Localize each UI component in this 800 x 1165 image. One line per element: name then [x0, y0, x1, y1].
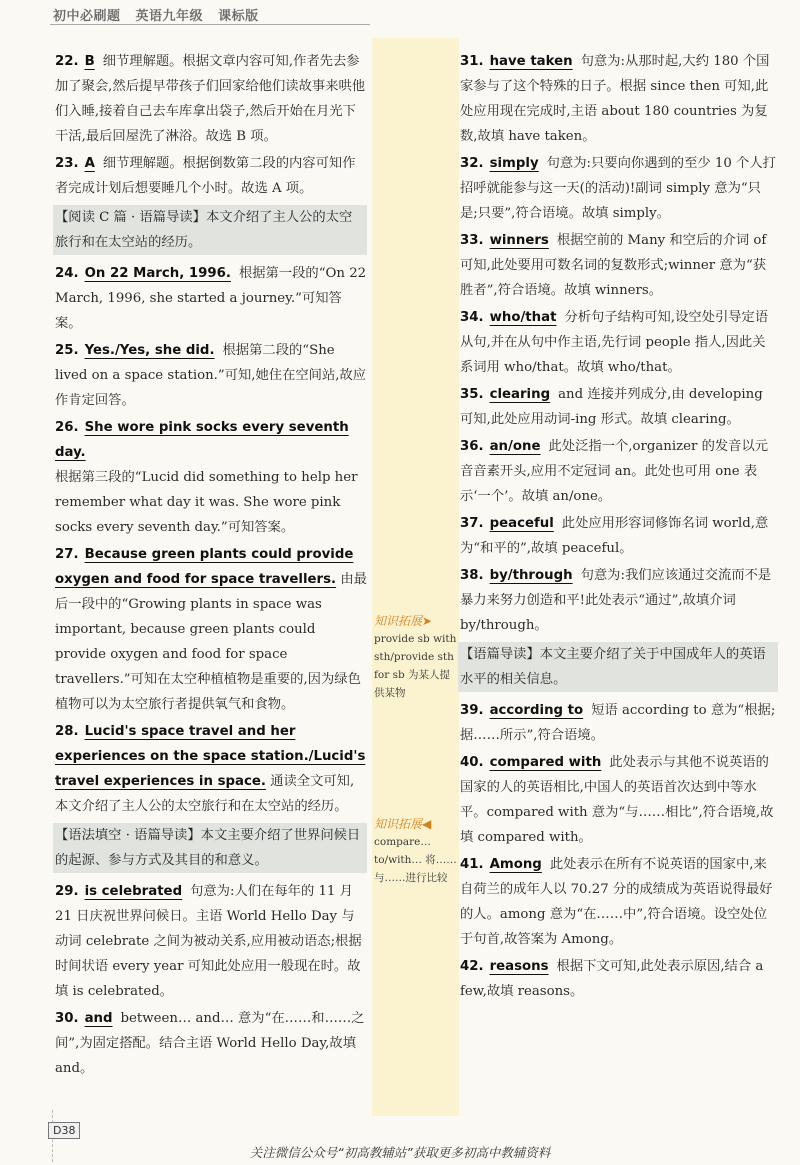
answer-28: 28. Lucid's space travel and her experiences on the space station./Lucid's travel experiences in space. 通读全文可知,本文介绍了主人公的太空旅行和在太空站的经历。	[55, 724, 366, 814]
footer-promo: 关注微信公众号“初高教辅站”获取更多初高中教辅资料	[249, 1145, 551, 1160]
arrow-right-icon: ➤	[422, 614, 433, 628]
answer-42: 42. reasons 根据下文可知,此处表示原因,结合 a few,故填 reasons。	[460, 959, 764, 999]
note-text: compare… to/with… 将……与……进行比较	[374, 836, 457, 884]
explanation: 根据空前的 Many 和空后的介词 of 可知,此处要用可数名词的复数形式;winner 意为“获胜者”,符合语境。故填 winners。	[460, 233, 767, 298]
answer-29: 29. is celebrated 句意为:人们在每年的 11 月 21 日庆祝世界问候日。主语 World Hello Day 与动词 celebrate 之间为被动关系,应用被动语态;根据时间状语 every year 可知此处应用一般现在时。故填 is celebrated。	[55, 884, 362, 999]
answer-key: is celebrated	[84, 884, 183, 899]
section-tag: 【语法填空 · 语篇导读】	[55, 828, 201, 843]
note-text: provide sb with sth/provide sth for sb 为某人提供某物	[374, 633, 457, 699]
answer-key: A	[84, 156, 95, 171]
answer-key: winners	[489, 233, 549, 248]
explanation: 句意为:只要向你遇到的至少 10 个人打招呼就能参与这一天(的活动)!副词 simply 意为“只是;只要”,符合语境。故填 simply。	[460, 156, 776, 221]
explanation: 短语 according to 意为“根据;据……所示”,符合语境。	[460, 703, 776, 743]
explanation: 句意为:从那时起,大约 180 个国家参与了这个特殊的日子。根据 since then 可知,此处应用现在完成时,主语 about 180 countries 为复数,故填 have taken。	[460, 54, 770, 144]
note-title: 知识拓展➤	[374, 614, 433, 628]
answer-key: clearing	[489, 387, 551, 402]
answer-32: 32. simply 句意为:只要向你遇到的至少 10 个人打招呼就能参与这一天(的活动)!副词 simply 意为“只是;只要”,符合语境。故填 simply。	[460, 156, 776, 221]
explanation: 分析句子结构可知,设空处引导定语从句,并在从句中作主语,先行词 people 指人,因此关系词用 who/that。故填 who/that。	[460, 310, 769, 375]
section-guide-grammar	[53, 823, 367, 873]
explanation: 句意为:我们应该通过交流而不是暴力来努力创造和平!此处表示“通过”,故填介词 by/through。	[460, 568, 772, 633]
explanation: 此处应用形容词修饰名词 world,意为“和平的”,故填 peaceful。	[460, 516, 769, 556]
explanation: 细节理解题。根据倒数第二段的内容可知作者完成计划后想要睡几个小时。故选 A 项。	[55, 156, 356, 196]
explanation: 此处泛指一个,organizer 的发音以元音音素开头,应用不定冠词 an。此处也可用 one 表示‘一个’。故填 an/one。	[460, 439, 769, 504]
answer-22: 22. B 细节理解题。根据文章内容可知,作者先去参加了聚会,然后提早带孩子们回家给他们读故事来哄他们入睡,接着自己去车库拿出袋子,然后开始在月光下干活,最后回屋洗了淋浴。故选 B 项。	[55, 54, 366, 144]
book-title: 初中必刷题	[53, 9, 121, 24]
answer-key: Because green plants could provide oxygen and food for space travellers.	[55, 547, 354, 587]
explanation: between… and… 意为“在……和……之间”,为固定搭配。结合主语 World Hello Day,故填 and。	[55, 1011, 365, 1076]
explanation: 根据第一段的“On 22 March, 1996, she started a journey.”可知答案。	[55, 266, 367, 331]
page-number: D38	[48, 1122, 80, 1139]
answer-24: 24. On 22 March, 1996. 根据第一段的“On 22 March, 1996, she started a journey.”可知答案。	[55, 266, 367, 331]
answer-key: Lucid's space travel and her experiences on the space station./Lucid's travel experiences in space.	[55, 724, 366, 789]
answer-key: have taken	[489, 54, 573, 69]
answer-25: 25. Yes./Yes, she did. 根据第二段的“She lived on a space station.”可知,她住在空间站,故应作肯定回答。	[55, 343, 367, 408]
knowledge-note-compare	[374, 815, 458, 887]
explanation: 此处表示与其他不说英语的国家的人的英语相比,中国人的英语首次达到中等水平。compared with 意为“与……相比”,符合语境,故填 compared with。	[460, 755, 774, 845]
margin-note-strip	[372, 38, 459, 1116]
answer-key: who/that	[489, 310, 557, 325]
answer-key: according to	[489, 703, 584, 718]
page-header	[53, 5, 269, 24]
right-column	[460, 49, 778, 1006]
explanation: 通读全文可知,本文介绍了主人公的太空旅行和在太空站的经历。	[55, 774, 355, 814]
explanation: 根据第三段的“Lucid did something to help her remember what day it was. She wore pink socks every seventh day.”可知答案。	[55, 470, 358, 535]
explanation: 根据第二段的“She lived on a space station.”可知,她住在空间站,故应作肯定回答。	[55, 343, 367, 408]
answer-31: 31. have taken 句意为:从那时起,大约 180 个国家参与了这个特殊的日子。根据 since then 可知,此处应用现在完成时,主语 about 180 countries 为复数,故填 have taken。	[460, 54, 770, 144]
answer-key: an/one	[489, 439, 541, 454]
explanation: 根据下文可知,此处表示原因,结合 a few,故填 reasons。	[460, 959, 764, 999]
left-column	[55, 49, 367, 1083]
answer-key: compared with	[489, 755, 602, 770]
answer-34: 34. who/that 分析句子结构可知,设空处引导定语从句,并在从句中作主语,先行词 people 指人,因此关系词用 who/that。故填 who/that。	[460, 310, 769, 375]
answer-key: B	[84, 54, 95, 69]
answer-key: and	[84, 1011, 113, 1026]
answer-33: 33. winners 根据空前的 Many 和空后的介词 of 可知,此处要用可数名词的复数形式;winner 意为“获胜者”,符合语境。故填 winners。	[460, 233, 767, 298]
answer-35: 35. clearing and 连接并列成分,由 developing 可知,此处应用动词-ing 形式。故填 clearing。	[460, 387, 763, 427]
explanation: 此处表示在所有不说英语的国家中,来自荷兰的成年人以 70.27 分的成绩成为英语说得最好的人。among 意为“在……中”,符合语境。设空处位于句首,故答案为 Among。	[460, 857, 773, 947]
section-text: 本文主要介绍了关于中国成年人的英语水平的相关信息。	[460, 647, 766, 687]
answer-key: Yes./Yes, she did.	[84, 343, 215, 358]
answer-key: reasons	[489, 959, 549, 974]
answer-key: by/through	[489, 568, 573, 583]
section-text: 本文介绍了主人公的太空旅行和在太空站的经历。	[55, 210, 353, 250]
note-title: 知识拓展◀	[374, 817, 432, 831]
answer-30: 30. and between… and… 意为“在……和……之间”,为固定搭配。结合主语 World Hello Day,故填 and。	[55, 1011, 365, 1076]
section-text: 本文主要介绍了世界问候日的起源、参与方式及其目的和意义。	[55, 828, 361, 868]
explanation: 由最后一段中的“Growing plants in space was important, because green plants could provide oxygen and food for space travellers.”可知在太空种植植物是重要的,因为绿色植物可以为太空旅行者提供氧气和食物。	[55, 572, 367, 712]
arrow-left-icon: ◀	[422, 817, 432, 831]
section-guide-reading-c	[53, 205, 367, 255]
section-guide-reading	[458, 642, 778, 692]
answer-41: 41. Among 此处表示在所有不说英语的国家中,来自荷兰的成年人以 70.27 分的成绩成为英语说得最好的人。among 意为“在……中”,符合语境。设空处位于句首,故答案为 Among。	[460, 857, 773, 947]
answer-27: 27. Because green plants could provide oxygen and food for space travellers. 由最后一段中的“Growing plants in space was important, because green plants could provide oxygen and food for space travellers.”可知在太空种植植物是重要的,因为绿色植物可以为太空旅行者提供氧气和食物。	[55, 547, 367, 712]
answer-39: 39. according to 短语 according to 意为“根据;据……所示”,符合语境。	[460, 703, 776, 743]
answer-38: 38. by/through 句意为:我们应该通过交流而不是暴力来努力创造和平!此处表示“通过”,故填介词 by/through。	[460, 568, 772, 633]
answer-key: She wore pink socks every seventh day.	[55, 420, 349, 460]
answer-36: 36. an/one 此处泛指一个,organizer 的发音以元音音素开头,应用不定冠词 an。此处也可用 one 表示‘一个’。故填 an/one。	[460, 439, 769, 504]
answer-26: 26. She wore pink socks every seventh day. 根据第三段的“Lucid did something to help her remember what day it was. She wore pink socks every seventh day.”可知答案。	[55, 420, 358, 535]
section-tag: 【语篇导读】	[460, 647, 540, 662]
explanation: 细节理解题。根据文章内容可知,作者先去参加了聚会,然后提早带孩子们回家给他们读故事来哄他们入睡,接着自己去车库拿出袋子,然后开始在月光下干活,最后回屋洗了淋浴。故选 B 项。	[55, 54, 366, 144]
answer-37: 37. peaceful 此处应用形容词修饰名词 world,意为“和平的”,故填 peaceful。	[460, 516, 769, 556]
answer-23: 23. A 细节理解题。根据倒数第二段的内容可知作者完成计划后想要睡几个小时。故选 A 项。	[55, 156, 356, 196]
section-tag: 【阅读 C 篇 · 语篇导读】	[55, 210, 206, 225]
answer-40: 40. compared with 此处表示与其他不说英语的国家的人的英语相比,中国人的英语首次达到中等水平。compared with 意为“与……相比”,符合语境,故填 compared with。	[460, 755, 774, 845]
answer-key: simply	[489, 156, 539, 171]
answer-key: Among	[489, 857, 542, 872]
subject-title: 英语九年级	[135, 9, 204, 24]
explanation: 句意为:人们在每年的 11 月 21 日庆祝世界问候日。主语 World Hello Day 与动词 celebrate 之间为被动关系,应用被动语态;根据时间状语 every year 可知此处应用一般现在时。故填 is celebrated。	[55, 884, 362, 999]
answer-key: On 22 March, 1996.	[84, 266, 231, 281]
knowledge-note-provide	[374, 612, 458, 702]
edition-title: 课标版	[218, 9, 259, 24]
answer-key: peaceful	[489, 516, 554, 531]
header-rule	[50, 24, 370, 25]
explanation: and 连接并列成分,由 developing 可知,此处应用动词-ing 形式。故填 clearing。	[460, 387, 763, 427]
